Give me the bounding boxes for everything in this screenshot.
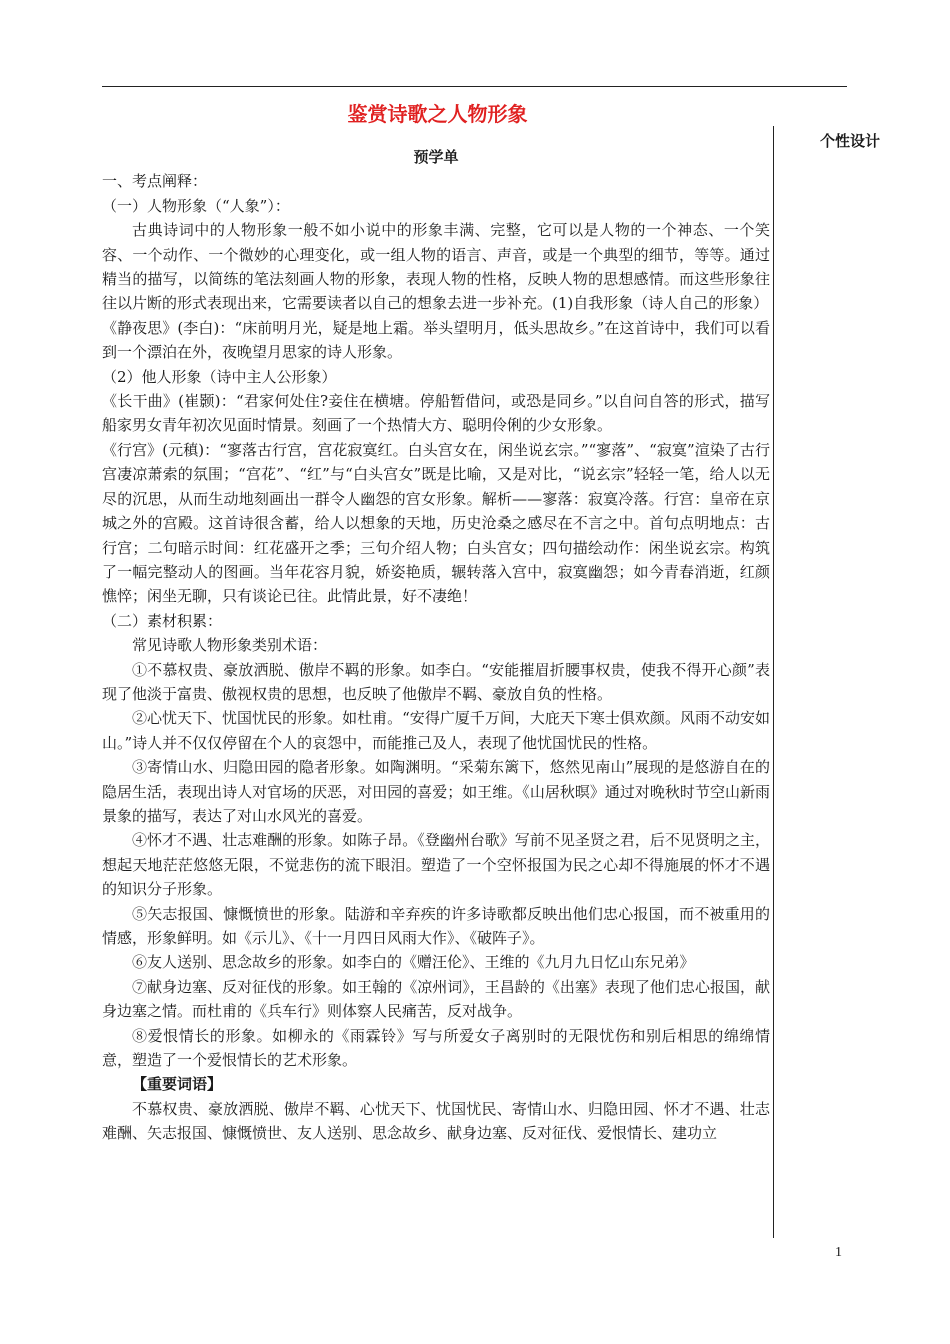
document-title: 鉴赏诗歌之人物形象 <box>347 102 528 126</box>
margin-divider <box>773 126 774 1238</box>
main-content <box>102 145 770 1146</box>
heading-exam-points: 一、考点阐释： <box>102 172 208 191</box>
list-item-5: ⑤矢志报国、慷慨愤世的形象。陆游和辛弃疾的许多诗歌都反映出他们忠心报国，而不被重用的情感，形象鲜明。如《示儿》、《十一月四日风雨大作》、《破阵子》。 <box>102 904 770 947</box>
heading-material: （二）素材积累： <box>102 611 223 630</box>
paragraph-intro: 古典诗词中的人物形象一般不如小说中的形象丰满、完整，它可以是人物的一个神态、一个笑容、一个动作、一个微妙的心理变化，或一组人物的语言、声音，或是一个典型的细节，等等。通过精当的描写，以简练的笔法刻画人物的形象，表现人物的性格，反映人物的思想感情。而这些形象往往以片断的形式表现出来，它需要读者以自己的想象去进一步补充。(1)自我形象（诗人自己的形象） <box>102 221 770 313</box>
heading-others-image: （2）他人形象（诗中主人公形象） <box>102 367 337 386</box>
heading-character-image: （一）人物形象（“人象”）： <box>102 196 290 215</box>
paragraph-changganqu: 《长干曲》(崔颢)：“君家何处住?妾住在横塘。停船暂借问，或恐是同乡。”以自问自答的形式，描写船家男女青年初次见面时情景。刻画了一个热情大方、聪明伶俐的少女形象。 <box>102 392 770 435</box>
list-item-1: ①不慕权贵、豪放洒脱、傲岸不羁的形象。如李白。“安能摧眉折腰事权贵，使我不得开心颜”表现了他淡于富贵、傲视权贵的思想，也反映了他傲岸不羁、豪放自负的性格。 <box>102 660 770 703</box>
heading-key-words: 【重要词语】 <box>132 1075 223 1094</box>
page-number: 1 <box>835 1245 842 1260</box>
list-item-7: ⑦献身边塞、反对征伐的形象。如王翰的《凉州词》，王昌龄的《出塞》表现了他们忠心报国，献身边塞之情。而杜甫的《兵车行》则体察人民痛苦，反对战争。 <box>102 977 770 1021</box>
paragraph-key-words: 不慕权贵、豪放洒脱、傲岸不羁、心忧天下、忧国忧民、寄情山水、归隐田园、怀才不遇、壮志难酬、矢志报国、慷慨愤世、友人送别、思念故乡、献身边塞、反对征伐、爱恨情长、建功立 <box>102 1099 770 1143</box>
section-subtitle: 预学单 <box>413 148 459 166</box>
list-item-3: ③寄情山水、归隐田园的隐者形象。如陶渊明。“采菊东篱下，悠然见南山”展现的是悠游自在的隐居生活，表现出诗人对官场的厌恶，对田园的喜爱；如王维。《山居秋暝》通过对晚秋时节空山新雨景象的描写，表达了对山水风光的喜爱。 <box>102 758 770 825</box>
list-item-2: ②心忧天下、忧国忧民的形象。如杜甫。“安得广厦千万间，大庇天下寒士俱欢颜。风雨不动安如山。”诗人并不仅仅停留在个人的哀怨中，而能推己及人，表现了他忧国忧民的性格。 <box>102 709 770 752</box>
list-item-4: ④怀才不遇、壮志难酬的形象。如陈子昂。《登幽州台歌》写前不见圣贤之君，后不见贤明之主，想起天地茫茫悠悠无限，不觉悲伤的流下眼泪。塑造了一个空怀报国为民之心却不得施展的怀才不遇的知识分子形象。 <box>102 831 770 899</box>
paragraph-terms-intro: 常见诗歌人物形象类别术语： <box>132 636 328 655</box>
header-rule <box>102 86 847 87</box>
list-item-8: ⑧爱恨情长的形象。如柳永的《雨霖铃》写与所爱女子离别时的无限忧伤和别后相思的绵绵情意，塑造了一个爱恨情长的艺术形象。 <box>102 1026 770 1070</box>
side-column-label: 个性设计 <box>819 132 880 150</box>
list-item-6: ⑥友人送别、思念故乡的形象。如李白的《赠汪伦》、王维的《九月九日忆山东兄弟》 <box>132 953 695 972</box>
paragraph-xinggong: 《行宫》(元稹)：“寥落古行宫，宫花寂寞红。白头宫女在，闲坐说玄宗。”“寥落”、“寂寞”渲染了古行宫凄凉萧索的氛围；“宫花”、“红”与“白头宫女”既是比喻，又是对比，“说玄宗”轻轻一笔，给人以无尽的沉思，从而生动地刻画出一群令人幽怨的宫女形象。解析——寥落：寂寞冷落。行宫：皇帝在京城之外的宫殿。这首诗很含蓄，给人以想象的天地，历史沧桑之感尽在不言之中。首句点明地点：古行宫；二句暗示时间：红花盛开之季；三句介绍人物；白头宫女；四句描绘动作：闲坐说玄宗。构筑了一幅完整动人的图画。当年花容月貌，娇姿艳质，辗转落入宫中，寂寞幽怨；如今青春消逝，红颜憔悴；闲坐无聊，只有谈论已往。此情此景，好不凄绝！ <box>102 440 770 606</box>
paragraph-jingyesi: 《静夜思》(李白)：“床前明月光，疑是地上霜。举头望明月，低头思故乡。”在这首诗中，我们可以看到一个漂泊在外，夜晚望月思家的诗人形象。 <box>102 318 770 362</box>
